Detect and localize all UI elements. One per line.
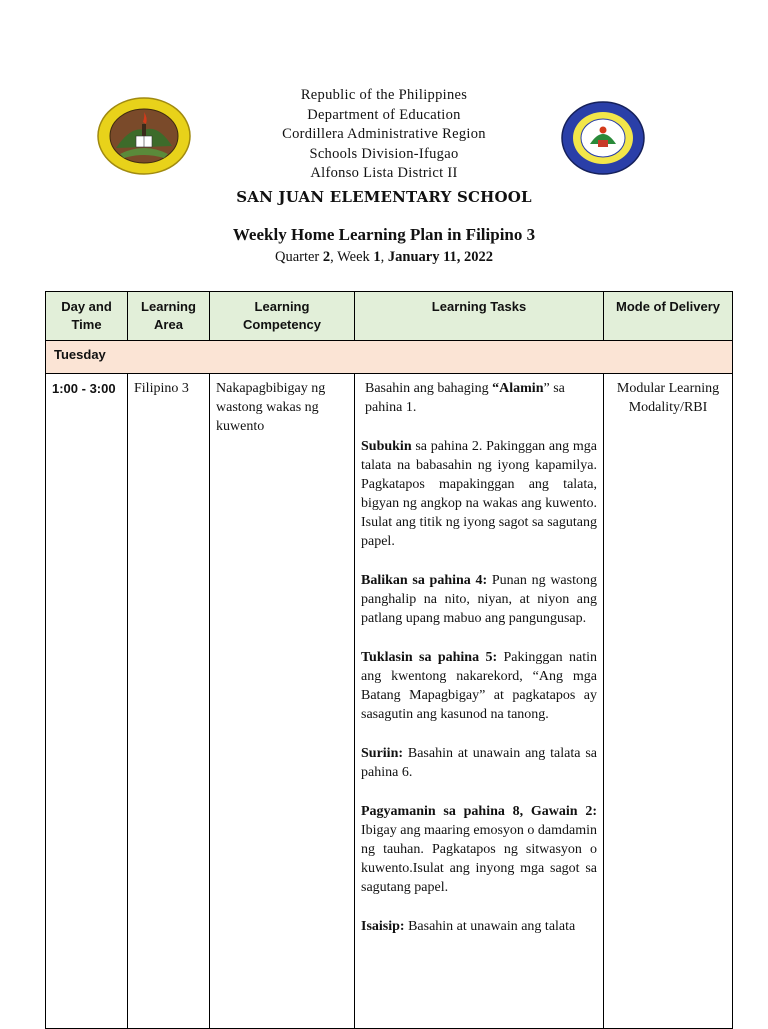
task-text: Ibigay ang maaring emosyon o damdamin ng tauhan. Pagkatapos ng sitwasyon o kuwento.Isulat ang inyong mga sagot sa sagutang papel.: [361, 823, 597, 895]
task-text: Basahin at unawain ang talata: [404, 919, 576, 934]
task-heading: Subukin: [361, 439, 412, 454]
table-row: [46, 374, 733, 1029]
mode-cell: Modular Learning Modality/RBI: [604, 374, 733, 1029]
time-cell: 1:00 - 3:00: [46, 374, 128, 1029]
task-item: [361, 571, 597, 628]
task-item: [361, 648, 597, 724]
document-header: [0, 86, 768, 206]
task-heading: Isaisip:: [361, 919, 405, 934]
quarter-number: 2: [322, 249, 331, 265]
task-item: [361, 802, 597, 897]
day-row: [46, 341, 733, 374]
quarter-label: Quarter: [274, 249, 323, 265]
column-header: Learning Competency: [210, 292, 355, 341]
competency-cell: Nakapagbibigay ng wastong wakas ng kuwento: [210, 374, 355, 1029]
plan-title: Weekly Home Learning Plan in Filipino 3: [232, 225, 536, 244]
task-heading: “Alamin: [492, 381, 544, 396]
day-label: Tuesday: [46, 341, 733, 374]
plan-date: January 11, 2022: [387, 249, 494, 265]
column-header: Day and Time: [46, 292, 128, 341]
plan-subtitle: [0, 249, 768, 266]
area-cell: Filipino 3: [128, 374, 210, 1029]
school-name: SAN JUAN ELEMENTARY SCHOOL: [236, 187, 532, 206]
column-header: Learning Tasks: [355, 292, 604, 341]
task-text: ” sa pahina 1.: [365, 381, 565, 415]
column-header: Mode of Delivery: [604, 292, 733, 341]
header-line: Alfonso Lista District II: [310, 165, 458, 182]
column-header: Learning Area: [128, 292, 210, 341]
task-heading: Balikan sa pahina 4:: [361, 573, 488, 588]
header-line: Schools Division-Ifugao: [309, 145, 459, 162]
task-text: Punan ng wastong panghalip na nito, niyan, at niyon ang patlang upang mabuo ang pangungusap.: [361, 573, 597, 626]
task-item: [361, 744, 597, 782]
task-item: [361, 437, 597, 551]
table-header-row: [46, 292, 733, 341]
tasks-cell: [355, 374, 604, 1029]
task-heading: Suriin:: [361, 746, 404, 761]
header-line: Department of Education: [307, 106, 461, 123]
task-text: Pakinggan natin ang kwentong nakarekord, “Ang mga Batang Mapagbigay” at pagkatapos ay sasagutin ang kasunod na tanong.: [361, 650, 597, 722]
header-line: Cordillera Administrative Region: [282, 126, 486, 143]
header-line: Republic of the Philippines: [300, 87, 468, 103]
week-label: , Week: [330, 249, 374, 265]
week-number: 1: [373, 249, 381, 265]
task-item: [361, 379, 597, 417]
task-text: Basahin ang bahaging: [365, 381, 493, 396]
task-heading: Tuklasin sa pahina 5:: [361, 650, 498, 665]
task-item: [361, 917, 597, 936]
task-text: Basahin at unawain ang talata sa pahina 6.: [361, 746, 597, 780]
learning-plan-table: [45, 291, 733, 1029]
separator: ,: [380, 249, 388, 265]
task-heading: Pagyamanin sa pahina 8, Gawain 2:: [361, 804, 597, 819]
task-text: sa pahina 2. Pakinggan ang mga talata na babasahin ng iyong kapamilya. Pagkatapos mapakinggan ang talata, bigyan ng angkop na wakas ang kuwento. Isulat ang titik ng iyong sagot sa sagutang papel.: [361, 439, 597, 549]
